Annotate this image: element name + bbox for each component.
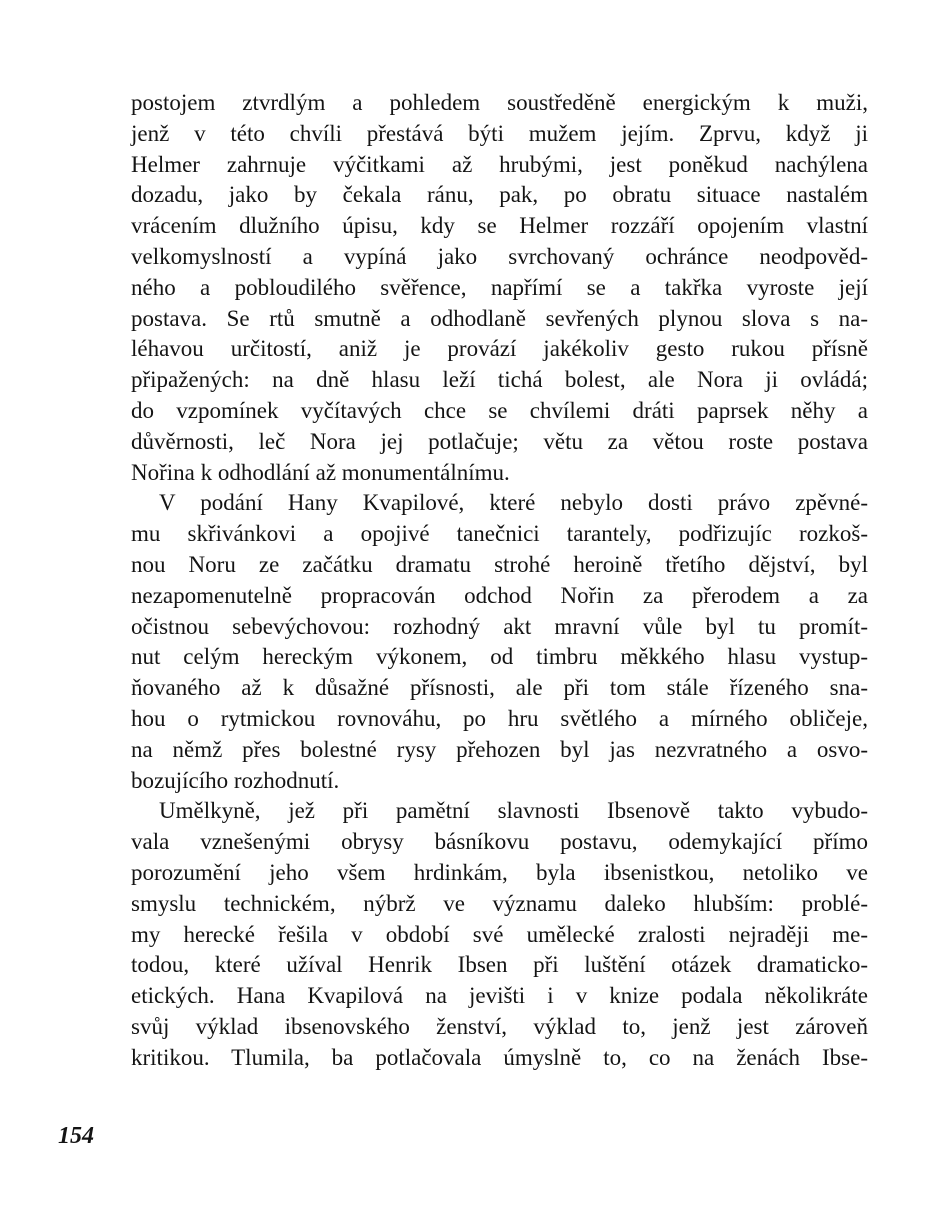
text-line: bozujícího rozhodnutí. xyxy=(131,767,340,793)
text-line: todou, které užíval Henrik Ibsen při luštění otázek dramaticko- xyxy=(131,952,868,978)
text-line: jenž v této chvíli přestává býti mužem jejím. Zprvu, když ji xyxy=(131,120,868,146)
page-number: 154 xyxy=(58,1123,94,1149)
text-line: velkomyslností a vypíná jako svrchovaný ochránce neodpověd- xyxy=(131,243,868,269)
text-line: nezapomenutelně propracován odchod Nořin za přerodem a za xyxy=(131,582,868,608)
text-line: nut celým hereckým výkonem, od timbru měkkého hlasu vystup- xyxy=(131,644,868,670)
text-line: kritikou. Tlumila, ba potlačovala úmyslně to, co na ženách Ibse- xyxy=(131,1044,868,1070)
text-line: etických. Hana Kvapilová na jevišti i v knize podala několikráte xyxy=(131,983,868,1009)
text-line: Nořina k odhodlání až monumentálnímu. xyxy=(131,459,510,485)
text-line: postojem ztvrdlým a pohledem soustředěně energickým k muži, xyxy=(131,90,868,115)
text-line: na němž přes bolestné rysy přehozen byl jas nezvratného a osvo- xyxy=(131,736,868,762)
text-line: ného a pobloudilého svěřence, napřímí se a takřka vyroste její xyxy=(131,274,868,300)
paragraph xyxy=(131,796,868,1073)
text-line: V podání Hany Kvapilové, které nebylo dosti právo zpěvné- xyxy=(159,490,868,516)
text-line: smyslu technickém, nýbrž ve významu daleko hlubším: problé- xyxy=(131,890,868,916)
text-line: připažených: na dně hlasu leží tichá bolest, ale Nora ji ovládá; xyxy=(131,367,868,393)
text-line: dozadu, jako by čekala ránu, pak, po obratu situace nastalém xyxy=(131,182,868,208)
text-line: vrácením dlužního úpisu, kdy se Helmer rozzáří opojením vlastní xyxy=(131,213,868,239)
text-line: porozumění jeho všem hrdinkám, byla ibsenistkou, netoliko ve xyxy=(131,859,868,885)
text-line: očistnou sebevýchovou: rozhodný akt mravní vůle byl tu promít- xyxy=(131,613,868,639)
text-line: postava. Se rtů smutně a odhodlaně sevřených plynou slova s na- xyxy=(131,305,868,331)
text-line: mu skřivánkovi a opojivé tanečnici tarantely, podřizujíc rozkoš- xyxy=(131,521,868,547)
text-line: léhavou určitostí, aniž je provází jakékoliv gesto rukou přísně xyxy=(131,336,868,362)
paragraph xyxy=(131,488,868,796)
text-line: do vzpomínek vyčítavých chce se chvílemi dráti paprsek něhy a xyxy=(131,397,868,423)
text-line: vala vznešenými obrysy básníkovu postavu, odemykající přímo xyxy=(131,829,868,855)
text-line: Helmer zahrnuje výčitkami až hrubými, jest poněkud nachýlena xyxy=(131,151,868,177)
paragraph xyxy=(131,88,868,488)
text-line: nou Noru ze začátku dramatu strohé heroině třetího dějství, byl xyxy=(131,551,868,577)
text-line: ňovaného až k důsažné přísnosti, ale při tom stále řízeného sna- xyxy=(131,675,868,701)
text-line: svůj výklad ibsenovského ženství, výklad to, jenž jest zároveň xyxy=(131,1013,868,1039)
text-line: důvěrnosti, leč Nora jej potlačuje; větu za větou roste postava xyxy=(131,428,868,454)
text-line: my herecké řešila v období své umělecké zralosti nejraději me- xyxy=(131,921,868,947)
text-line: Umělkyně, jež při pamětní slavnosti Ibsenově takto vybudo- xyxy=(159,798,868,824)
text-line: hou o rytmickou rovnováhu, po hru světlého a mírného obličeje, xyxy=(131,705,868,731)
body-text xyxy=(131,88,868,1074)
